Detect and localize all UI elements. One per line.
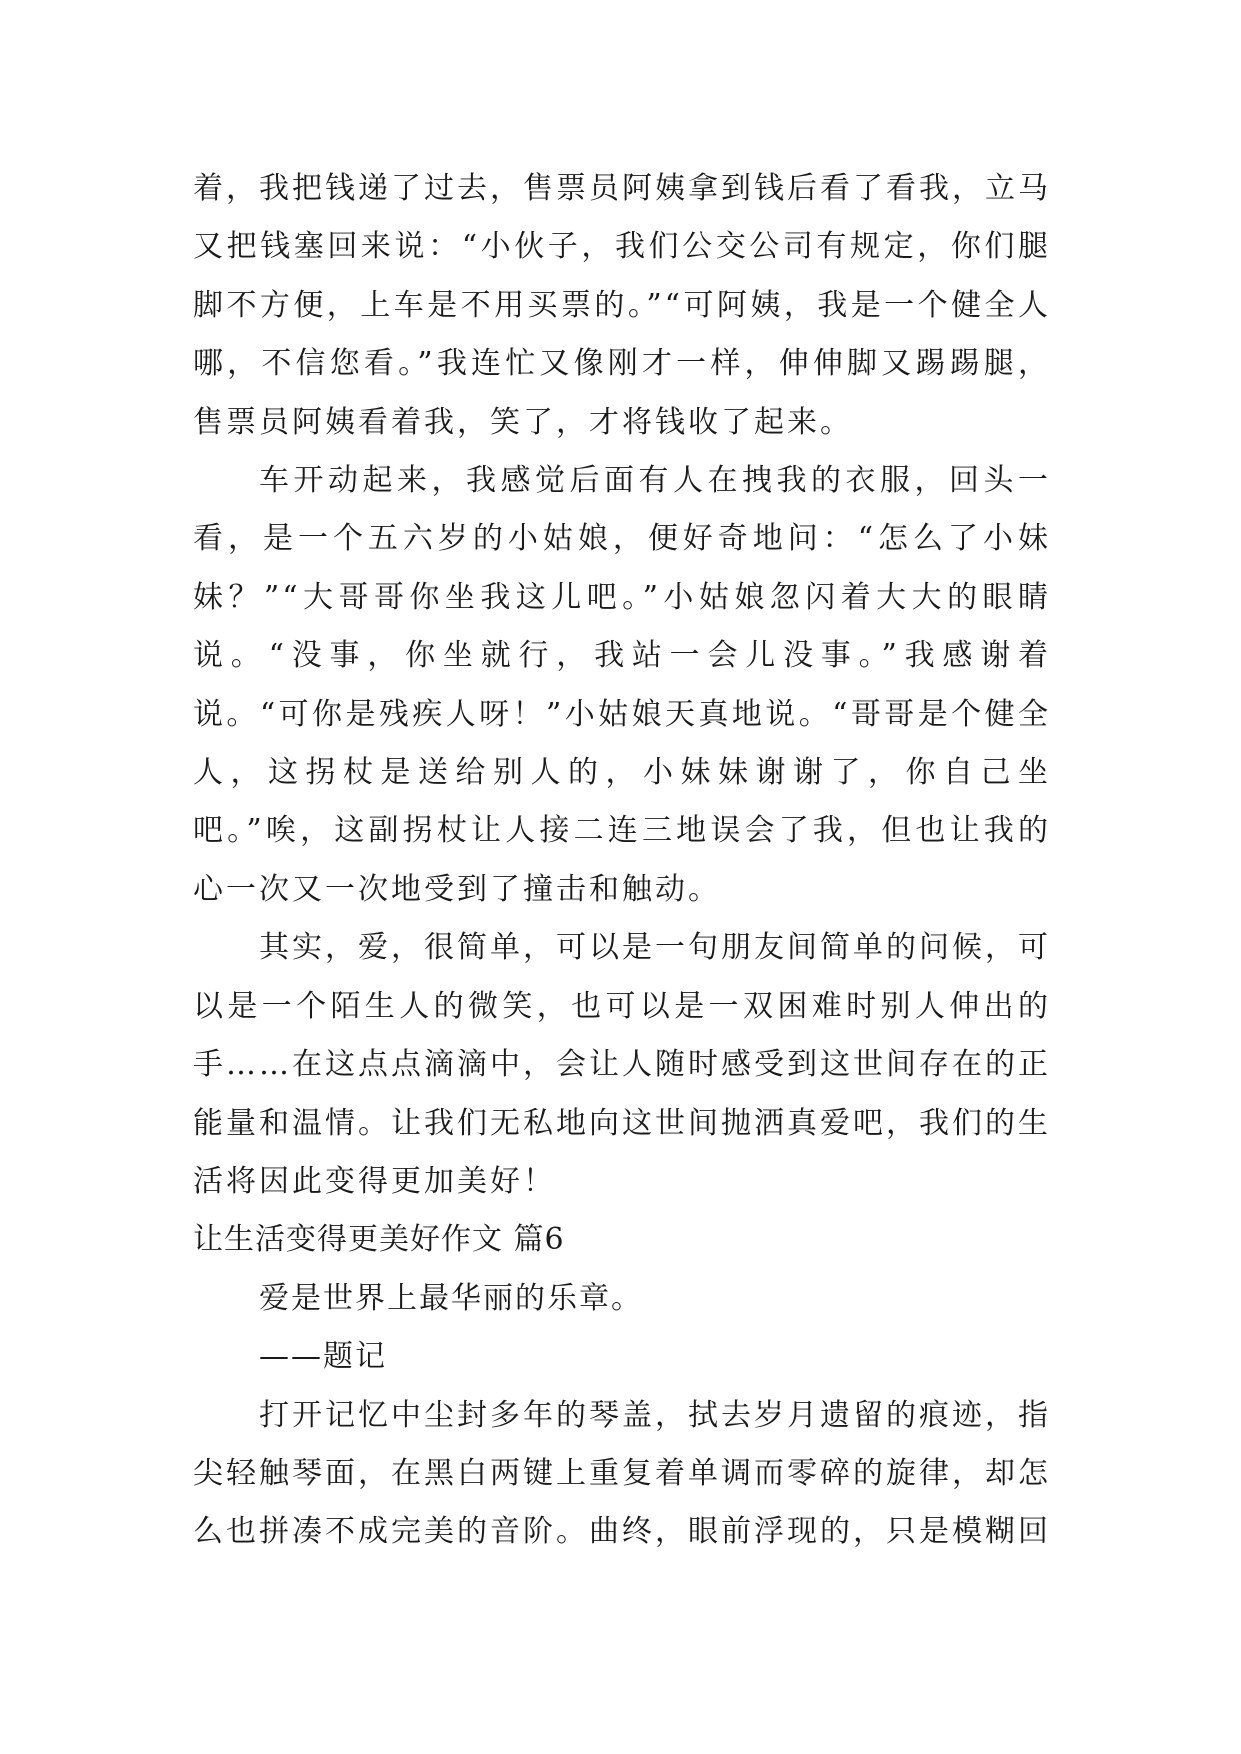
document-page <box>193 160 1051 1562</box>
section-heading: 让生活变得更美好作文 篇6 <box>193 1222 565 1258</box>
paragraph-ticket-scene: 着，我把钱递了过去，售票员阿姨拿到钱后看了看我，立马又把钱塞回来说：“小伙子，我们公交公司有规定，你们腿脚不方便，上车是不用买票的。”“可阿姨，我是一个健全人哪，不信您看。”我连忙又像刚才一样，伸伸脚又踢踢腿，售票员阿姨看着我，笑了，才将钱收了起来。 <box>193 171 1051 440</box>
epigraph-source: ——题记 <box>259 1339 387 1375</box>
paragraph-conclusion: 其实，爱，很简单，可以是一句朋友间简单的问候，可以是一个陌生人的微笑，也可以是一双困难时别人伸出的手……在这点点滴滴中，会让人随时感受到这世间存在的正能量和温情。让我们无私地向这世间抛洒真爱吧，我们的生活将因此变得更加美好！ <box>193 930 1051 1199</box>
paragraph-piano-memory: 打开记忆中尘封多年的琴盖，拭去岁月遗留的痕迹，指尖轻触琴面，在黑白两键上重复着单调而零碎的旋律，却怎么也拼凑不成完美的音阶。曲终，眼前浮现的，只是模糊回 <box>193 1397 1051 1550</box>
epigraph-line: 爱是世界上最华丽的乐章。 <box>259 1280 643 1316</box>
paragraph-little-girl: 车开动起来，我感觉后面有人在拽我的衣服，回头一看，是一个五六岁的小姑娘，便好奇地问：“怎么了小妹妹？”“大哥哥你坐我这儿吧。”小姑娘忽闪着大大的眼睛说。“没事，你坐就行，我站一会儿没事。”我感谢着说。“可你是残疾人呀！”小姑娘天真地说。“哥哥是个健全人，这拐杖是送给别人的，小妹妹谢谢了，你自己坐吧。”唉，这副拐杖让人接二连三地误会了我，但也让我的心一次又一次地受到了撞击和触动。 <box>193 463 1051 907</box>
